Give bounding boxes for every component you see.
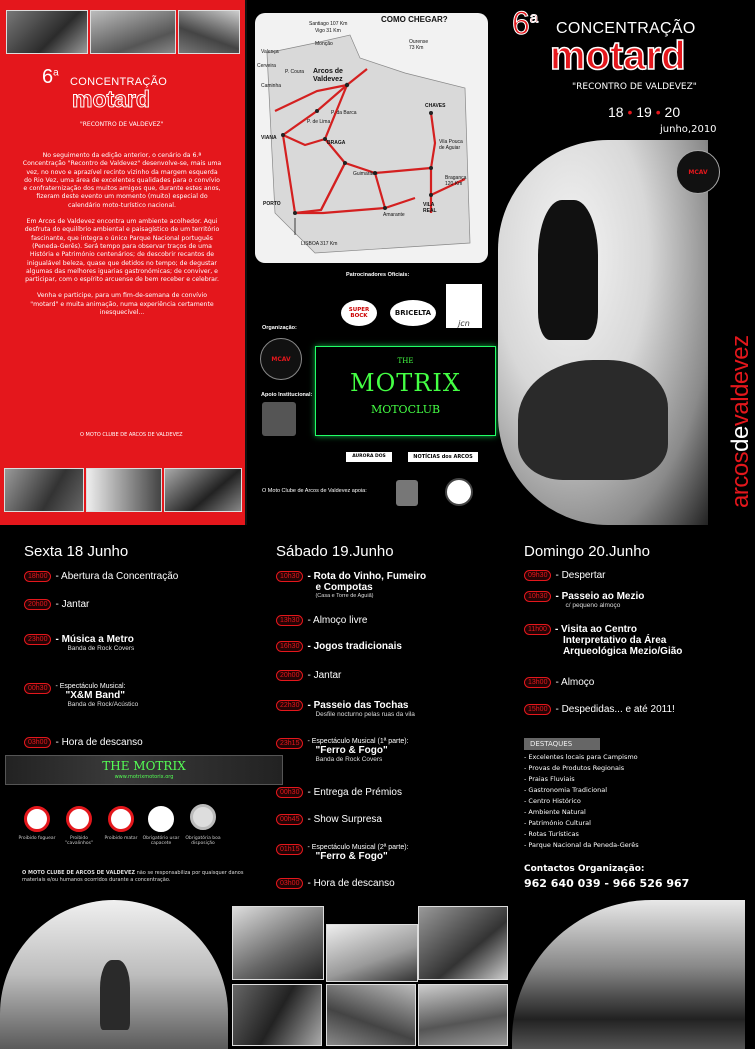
sponsors-label: Patrocinadores Oficiais: xyxy=(346,272,410,278)
intro-paragraph-3: Venha e participe, para um fim-de-semana de convívio "motard" e muita animação, numa experiência certamente inesquecível... xyxy=(30,292,214,317)
saturday-event-5 xyxy=(276,700,415,718)
banner-url: www.motrixmotorix.org xyxy=(114,774,174,780)
arcos-de-valdevez-brand xyxy=(712,250,754,520)
motrix-motoclub-logo xyxy=(315,346,496,436)
disclaimer xyxy=(22,870,260,884)
map-label-guimaraes: Guimarães xyxy=(353,171,378,177)
building-photo xyxy=(90,10,176,54)
warning-caption: Proibido foguear xyxy=(18,836,56,841)
saturday-event-9 xyxy=(276,844,409,862)
saturday-event-8 xyxy=(276,814,382,825)
event-time: 23h15 xyxy=(276,738,303,749)
river-landscape-photo xyxy=(512,900,745,1049)
sunday-event-5 xyxy=(524,704,675,715)
saturday-event-7 xyxy=(276,787,402,798)
event-time: 13h00 xyxy=(524,677,551,688)
contacts-label: Contactos Organização: xyxy=(524,864,645,874)
smiley-icon xyxy=(190,804,216,830)
header-edition: 6$^a$ xyxy=(512,5,539,41)
event-time: 16h30 xyxy=(276,641,303,652)
map-label-arcos-2: Valdevez xyxy=(313,76,343,83)
event-title: - Entrega de Prémios xyxy=(307,787,402,798)
sunday-event-3 xyxy=(524,624,682,657)
map-label-cerveira: Cerveira xyxy=(257,63,276,69)
map-label-viana: VIANA xyxy=(261,135,277,141)
mcav-badge: MCAV xyxy=(676,150,720,194)
event-time: 10h30 xyxy=(276,571,303,582)
event-title: - Jantar xyxy=(307,670,342,681)
event-title: - Despedidas... e até 2011! xyxy=(555,704,675,715)
noticias-logo: NOTÍCIAS dos ARCOS xyxy=(408,452,478,462)
event-time: 00h30 xyxy=(24,683,51,694)
map-label-lisboa: LISBOA 317 Km xyxy=(301,241,338,247)
event-time: 00h45 xyxy=(276,814,303,825)
friday-event-2 xyxy=(24,599,89,610)
intro-paragraph-1: No seguimento da edição anterior, o cenário da 6.ª Concentração "Recontro de Valdevez" desenvolve-se, mais uma vez, no novo e aprazível recinto vizinho da margem esquerda do Rio Vez, uma área de excelentes qualidades para o convívio e confraternização dos muitos amigos que, durante estes anos, fizeram deste evento um momento (muito) especial do calendário moto-turístico nacional. xyxy=(22,152,222,209)
event-title: - Passeio ao Mezio xyxy=(555,591,645,602)
disclaimer-club: O MOTO CLUBE DE ARCOS DE VALDEVEZ xyxy=(22,870,135,876)
event-time: 20h00 xyxy=(24,599,51,610)
destaques-title: DESTAQUES xyxy=(524,738,600,750)
event-title: - Visita ao Centro xyxy=(554,624,638,635)
map-label-caminha: Caminha xyxy=(261,83,282,89)
superbock-logo: SUPER BOCK xyxy=(341,300,377,326)
event-time: 09h30 xyxy=(524,570,551,581)
header-concentracao: CONCENTRAÇÃO xyxy=(556,20,696,37)
directions-map xyxy=(255,13,488,263)
event-title: - Jogos tradicionais xyxy=(307,641,402,652)
map-label-amarante: Amarante xyxy=(383,212,405,218)
map-title: COMO CHEGAR? xyxy=(381,15,448,24)
saturday-event-10 xyxy=(276,878,395,889)
dolmen-photo xyxy=(326,924,418,982)
event-title: - Passeio das Tochas xyxy=(307,700,409,711)
map-label-ourense-km: 73 Km xyxy=(409,45,424,51)
event-time: 20h00 xyxy=(276,670,303,681)
event-title: - Almoço xyxy=(555,677,595,688)
village-photo xyxy=(418,906,508,980)
event-title: - Espectáculo Musical (2ª parte): xyxy=(307,844,409,851)
no-wheelie-icon xyxy=(66,806,92,832)
map-label-santiago: Santiago 107 Km xyxy=(309,21,348,27)
event-title: - Abertura da Concentração xyxy=(55,571,179,582)
map-label-chaves: CHAVES xyxy=(425,103,446,109)
event-time: 00h30 xyxy=(276,787,303,798)
event-subtitle: c/ pequeno almoço xyxy=(565,602,621,609)
event-title-2: e Compotas xyxy=(315,582,373,593)
jcn-logo: jcn xyxy=(446,284,482,328)
destaque-item: - Excelentes locais para Campismo xyxy=(524,753,638,761)
event-title: - Espectáculo Musical (1ª parte): xyxy=(307,738,409,745)
destaque-item: - Património Cultural xyxy=(524,819,591,827)
sunday-event-4 xyxy=(524,677,594,688)
intro-panel xyxy=(0,0,247,525)
organizacao-label: Organização: xyxy=(262,325,297,331)
event-time: 01h15 xyxy=(276,844,303,855)
aurora-logo: AURORA DOS AROUENSES xyxy=(346,452,392,462)
event-title-3: Arqueológica Mezio/Gião xyxy=(562,646,683,657)
motrix-banner xyxy=(5,755,283,785)
club-badge xyxy=(445,478,473,506)
event-time: 23h00 xyxy=(24,634,51,645)
event-subtitle: Desfile nocturno pelas ruas da vila xyxy=(315,711,415,718)
saturday-event-2 xyxy=(276,615,367,626)
friday-event-5 xyxy=(24,737,143,748)
event-time: 03h00 xyxy=(24,737,51,748)
event-title: - Almoço livre xyxy=(307,615,368,626)
destaque-item: - Gastronomia Tradicional xyxy=(524,786,608,794)
map-label-moncao: Monção xyxy=(315,41,333,47)
panel-concentracao: CONCENTRAÇÃO xyxy=(70,76,168,88)
saturday-event-6 xyxy=(276,738,409,763)
map-label-pbarca: P. da Barca xyxy=(331,110,357,116)
event-title: - Hora de descanso xyxy=(307,878,395,889)
warning-caption: Obrigatório usar capacete xyxy=(142,836,180,846)
municipality-crest xyxy=(262,402,296,436)
motrix-the: THE xyxy=(397,357,414,365)
brand-arcos: arcos xyxy=(727,451,754,508)
brand-de: de xyxy=(727,426,754,452)
waterfall-photo xyxy=(232,984,322,1046)
map-label-vpaguiar-2: de Aguiar xyxy=(439,145,461,151)
event-title: - Música a Metro xyxy=(55,634,134,645)
event-time: 10h30 xyxy=(524,591,551,602)
monument-photo xyxy=(86,468,162,512)
event-title: - Jantar xyxy=(55,599,90,610)
friday-event-3 xyxy=(24,634,134,652)
stone-photo xyxy=(326,984,416,1046)
map-label-braganca-km: 120 Km xyxy=(445,181,463,187)
saturday-event-1 xyxy=(276,571,426,599)
event-title-2: "Ferro & Fogo" xyxy=(315,745,388,756)
map-label-coura: P. Coura xyxy=(285,69,305,75)
mcav-logo: MCAV xyxy=(260,338,302,380)
header-month-year: junho,2010 xyxy=(660,124,717,135)
event-subtitle: Banda de Rock/Acústico xyxy=(67,701,139,708)
no-killing-icon xyxy=(108,806,134,832)
event-time: 13h30 xyxy=(276,615,303,626)
event-time: 22h30 xyxy=(276,700,303,711)
motorcycle-silhouette xyxy=(518,360,668,480)
panel-text xyxy=(22,152,222,325)
fire-brigade-crest xyxy=(396,480,418,506)
destaque-item: - Rotas Turísticas xyxy=(524,830,579,838)
friday-event-1 xyxy=(24,571,178,582)
map-label-vpaguiar: Vila Pouca xyxy=(439,139,463,145)
banner-name: THE MOTRIX xyxy=(102,759,186,773)
map-label-vigo: Vigo 31 Km xyxy=(315,28,341,34)
disclaimer-text: não se responsabiliza por quaisquer danos materiais e/ou humanos ocorridos durante a concentração. xyxy=(22,870,244,883)
street-photo xyxy=(4,468,84,512)
event-title-2: Interpretativo da Área xyxy=(562,635,667,646)
destaque-item: - Provas de Produtos Regionais xyxy=(524,764,625,772)
brand-valdevez: valdevez xyxy=(727,335,754,427)
apoio-label: Apoio Institucional: xyxy=(261,392,313,398)
map-label-porto: PORTO xyxy=(263,201,281,207)
destaque-item: - Centro Histórico xyxy=(524,797,581,805)
map-label-arcos-1: Arcos de xyxy=(313,68,343,75)
destaques-list xyxy=(524,752,639,851)
event-title: - Hora de descanso xyxy=(55,737,143,748)
helmet-icon xyxy=(148,806,174,832)
event-title: - Show Surpresa xyxy=(307,814,382,825)
map-label-ourense: Ourense xyxy=(409,39,429,45)
header-dates: 18 • 19 • 20 xyxy=(608,104,681,120)
contacts-phones: 962 640 039 - 966 526 967 xyxy=(524,877,690,890)
intro-paragraph-2: Em Arcos de Valdevez encontra um ambiente acolhedor. Aqui desfruta do equilíbrio ambiental e paisagístico de um território fascinante, que integra o único Parque Nacional português (Peneda-Gerês). Será tempo para observar traços de uma História e Património centenários; de descobrir recantos de inigualável beleza, quase que detidos no tempo; de degustar algumas das melhores iguarias gastronómicas; de conviver, e participar, com o espírito arcuense de bem receber e celebrar. xyxy=(24,218,220,284)
saturday-event-4 xyxy=(276,670,341,681)
rider-silhouette xyxy=(538,200,598,340)
event-title-2: "Ferro & Fogo" xyxy=(315,851,388,862)
bricelta-logo: BRICELTA xyxy=(390,300,436,326)
header-motard: motard xyxy=(550,34,686,78)
apoio-footer: O Moto Clube de Arcos de Valdevez apoia: xyxy=(262,488,367,494)
sculpture-silhouette xyxy=(100,960,130,1030)
event-title: - Rota do Vinho, Fumeiro xyxy=(307,571,427,582)
event-subtitle: (Casa e Torre de Aguiã) xyxy=(315,593,374,599)
day-heading-friday: Sexta 18 Junho xyxy=(24,543,129,560)
event-time: 03h00 xyxy=(276,878,303,889)
event-title: - Despertar xyxy=(555,570,606,581)
map-label-braga: BRAGA xyxy=(327,140,346,146)
panel-edition: 6$^a$ xyxy=(42,66,59,88)
square-photo xyxy=(178,10,240,54)
header-subtitle: "RECONTRO DE VALDEVEZ" xyxy=(572,82,697,92)
destaque-item: - Praias Fluviais xyxy=(524,775,575,783)
saturday-event-3 xyxy=(276,641,402,652)
destaque-item: - Parque Nacional da Peneda-Gerês xyxy=(524,841,639,849)
no-fire-icon xyxy=(24,806,50,832)
map-label-vilareal-1: VILA xyxy=(423,202,435,208)
event-time: 11h00 xyxy=(524,624,551,635)
road-network xyxy=(255,13,488,263)
sculpture-square-photo xyxy=(0,900,228,1049)
event-title-2: "X&M Band" xyxy=(65,690,125,701)
event-time: 18h00 xyxy=(24,571,51,582)
panel-motard: motard xyxy=(72,86,150,112)
map-label-valenca: Valença xyxy=(261,49,279,55)
bridge-photo xyxy=(6,10,88,54)
sunday-event-2 xyxy=(524,591,644,609)
panel-subtitle: "RECONTRO DE VALDEVEZ" xyxy=(80,121,164,128)
event-subtitle: Banda de Rock Covers xyxy=(67,645,135,652)
event-time: 15h00 xyxy=(524,704,551,715)
rider-photo xyxy=(498,140,708,525)
day-heading-saturday: Sábado 19.Junho xyxy=(276,543,394,560)
event-title: - Espectáculo Musical: xyxy=(55,683,126,690)
motrix-name: MOTRIX xyxy=(350,369,461,397)
warning-caption: Proibido "cavalinhos" xyxy=(64,836,94,846)
sunday-event-1 xyxy=(524,570,605,581)
map-label-braganca: Bragança xyxy=(445,175,467,181)
day-heading-sunday: Domingo 20.Junho xyxy=(524,543,650,560)
lake-photo xyxy=(418,984,508,1046)
warning-caption: Proibido matar xyxy=(104,836,138,841)
warning-caption: Obrigatória boa disposição xyxy=(185,836,221,846)
panel-signature: O MOTO CLUBE DE ARCOS DE VALDEVEZ xyxy=(80,432,183,438)
terraces-photo xyxy=(232,906,324,980)
map-label-vilareal-2: REAL xyxy=(423,208,437,214)
map-label-plima: P. de Lima xyxy=(307,119,331,125)
friday-event-4 xyxy=(24,683,138,708)
river-photo xyxy=(164,468,242,512)
event-subtitle: Banda de Rock Covers xyxy=(315,756,383,763)
destaque-item: - Ambiente Natural xyxy=(524,808,586,816)
motrix-motoclub: MOTOCLUB xyxy=(370,403,441,416)
